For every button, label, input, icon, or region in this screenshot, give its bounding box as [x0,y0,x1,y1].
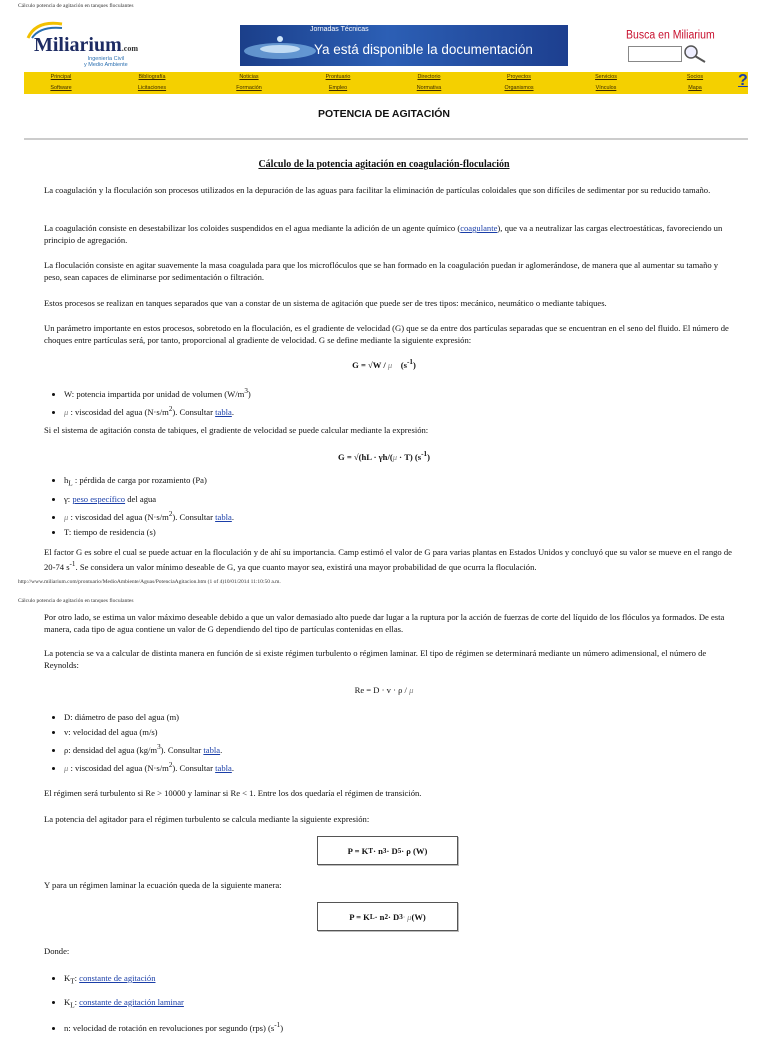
list-item [64,1015,283,1038]
nav-item-prontuario[interactable]: Prontuario [325,74,351,80]
f4-sup1: 3 [382,846,387,855]
search-magnifier-icon[interactable] [683,44,707,64]
list-hl-sub: L [68,479,73,488]
constante-agitacion-link[interactable]: constante de agitación [79,973,156,983]
banner-small-text: Jornadas Técnicas [310,26,369,33]
tabla-link[interactable]: tabla [215,511,232,522]
nav-item-bibliografia[interactable]: Bibliografía [138,74,166,80]
paragraph-valor-maximo: Por otro lado, se estima un valor máximo deseable debido a que un valor demasiado alto puede dar lugar a la ruptura por la acción de fuerzas de corte del líquido de los flóculos ya formados. De esta manera, cada tipo de agua contiene un valor de G dependiendo del tipo de partículas contenidas en ellas. [44,612,725,634]
list-t-text: T: tiempo de residencia (s) [64,526,156,537]
logo-com-text: .com [121,44,138,53]
formula2-c: ) [427,451,430,462]
list-item [64,710,234,725]
list-rho-sup: 3 [157,743,161,751]
tabla-link[interactable]: tabla [203,744,221,755]
nav-item-organismos[interactable]: Organismos [504,85,534,91]
list3-mu-sup: 2 [168,760,173,769]
nav-item-principal[interactable]: Principal [50,74,72,80]
list-item [64,402,251,420]
page2-title: Cálculo potencia de agitación en tanques floculantes [18,598,134,604]
list-item [64,725,234,740]
list-v-text: v: velocidad del agua (m/s) [64,727,158,737]
peso-especifico-link[interactable]: peso específico [72,493,126,504]
list-item [64,525,234,540]
p2-text-a: La coagulación consiste en desestabilizar los coloides suspendidos en el agua mediante la adición de un agente químico ( [44,223,461,233]
help-icon[interactable]: ? [738,72,748,89]
page-title: POTENCIA DE AGITACIÓN [317,108,451,120]
list-w-end: ) [247,388,251,399]
nav-item-licitaciones[interactable]: Licitaciones [137,85,167,91]
kt-b: : [74,973,80,983]
section-title: Cálculo de la potencia agitación en coagulación-floculación [258,159,510,170]
kt-sub: T [70,977,75,986]
f4-c: · D [386,845,398,856]
list-item [64,507,234,525]
nav-item-proyectos[interactable]: Proyectos [507,74,531,80]
search-input[interactable] [628,46,682,62]
f5-b: · n [374,911,385,922]
nav-item-formacion[interactable]: Formación [236,85,262,91]
f5-sub: L [369,912,375,921]
list-item [64,758,234,776]
list-mu-sup: 2 [168,404,173,413]
kt-a: K [64,973,71,983]
logo-sub2: y Medio Ambiente [84,62,128,68]
tabla-link[interactable]: tabla [215,406,232,417]
formula-g [0,358,768,370]
p2-text-b: ), que va a neutralizar las cargas electroestáticas, favoreciendo un principio de agregación. [44,223,723,245]
kl-b: : [74,996,80,1007]
list2-dot: . [231,511,234,522]
banner-big-text: Ya está disponible la documentación [314,42,533,57]
list-rho-a: ρ: densidad del agua (kg/m [64,744,158,755]
paragraph-donde: Donde: [44,946,70,956]
formula2-a: G = √(hL · γh/( [337,451,393,462]
list-rho-b: ). Consultar [160,744,204,755]
f5-mu: · μ [402,911,412,922]
p7-sup: -1 [69,560,76,568]
n-sup: -1 [274,1021,281,1030]
formula-g-sup: -1 [407,358,413,366]
constante-agitacion-laminar-link[interactable]: constante de agitación laminar [79,996,184,1007]
divider [24,138,748,140]
formula-g-tabiques [0,450,768,462]
f5-d: (W) [411,911,426,922]
nav-item-software[interactable]: Software [50,85,72,91]
nav-item-noticias[interactable]: Noticias [239,74,259,80]
paragraph-floculacion: La floculación consiste en agitar suavemente la masa coagulada para que los microflóculos que se han formado en la coagulación puedan ir aglomerándose, de manera que al aumentar su tamaño y peso, sean capaces de eliminarse por sedimentación o filtración. [44,260,719,282]
formula-g-mu: μ [387,359,393,370]
paragraph-factor-g [44,546,734,573]
nav-item-mapa[interactable]: Mapa [688,85,702,91]
n-b: ) [280,1023,284,1034]
tabla-link[interactable]: tabla [215,762,232,773]
formula-laminar-box [317,902,458,931]
formula-g-b: (s [400,359,407,370]
paragraph-coagulacion [44,222,734,246]
nav-item-directorio[interactable]: Directorio [417,74,441,80]
miliarium-logo[interactable] [28,22,138,70]
formula-g-c: ) [412,359,416,370]
list3-dot: . [220,744,223,755]
list-mu-end: ). Consultar [172,406,216,417]
f5-sup1: 2 [384,912,389,921]
formula2-b: · T) (s [397,451,422,462]
logo-sub1: Ingeniería Civil [87,56,125,62]
paragraph-gradiente: Un parámetro importante en estos procesos, sobretodo en la floculación, es el gradiente de velocidad (G) que se da entre dos partículas separadas que se encuentran en el seno del fluido. El número de choques entre partículas será, por tanto, proporcional al gradiente de velocidad. G se define mediante la siguiente expresión: [44,323,729,345]
f4-a: P = K [347,845,369,856]
nav-item-vinculos[interactable]: Vínculos [595,85,617,91]
f4-sub: T [368,846,374,855]
list2-mu-sup: 2 [168,509,173,518]
list-item [64,740,234,758]
formula3-a: Re = D · v · ρ / [354,685,410,695]
list3-mu-end: ). Consultar [172,762,216,773]
nav-item-empleo[interactable]: Empleo [328,85,348,91]
list2-mu-text: : viscosidad del agua (N·s/m [68,511,169,522]
list-constantes [44,968,283,1038]
p7-a: El factor G es sobre el cual se puede actuar en la floculación y de ahí su importancia. Camp estimó el valor de G para varias plantas en Estados Unidos y concluyó que su valor se mueve en el rango de 20-74 s [44,547,732,572]
jornadas-banner[interactable] [240,25,568,66]
search-label: Busca en Miliarium [626,28,715,42]
paragraph-intro: La coagulación y la floculación son procesos utilizados en la depuración de las aguas para facilitar la eliminación de partículas coloidales que son difíciles de sedimentar por su reducido tamaño. [44,185,711,195]
list-item [64,968,283,992]
f5-a: P = K [349,911,370,922]
p7-b: . Se considera un valor mínimo deseable de G, ya que cuanto mayor sea, existirá una mayor probabilidad de que ocurra la floculación. [75,561,537,572]
paragraph-procesos: Estos procesos se realizan en tanques separados que van a constar de un sistema de agitación que puede ser de tres tipos: mecánico, neumático o mediante tabiques. [44,298,607,308]
list-gamma-b: del agua [125,493,157,504]
list-variables-g [44,384,251,420]
list-variables-tabiques [44,473,234,540]
formula-reynolds [0,685,768,695]
paragraph-laminar: Y para un régimen laminar la ecuación queda de la siguiente manera: [44,880,282,890]
paragraph-regimen: El régimen será turbulento si Re > 10000 y laminar si Re < 1. Entre los dos quedaría el régimen de transición. [44,788,422,798]
list-mu-symbol: μ [64,406,69,417]
list-w-text: W: potencia impartida por unidad de volumen (W/m [64,388,245,399]
list-mu-text: : viscosidad del agua (N·s/m [68,406,169,417]
list-d-text: D: diámetro de paso del agua (m) [64,712,180,722]
kl-a: K [64,996,71,1007]
formula2-sup: -1 [421,450,428,458]
page-footer-url: http://www.miliarium.com/prontuario/MedioAmbiente/Aguas/PotenciaAgitacion.htm (1 of 4)10/01/2014 11:10:50 a.m. [18,579,281,585]
list-item [64,473,234,492]
list3-dot2: . [231,762,234,773]
coagulante-link[interactable]: coagulante [460,223,498,233]
f5-sup2: 3 [399,912,403,921]
list-item [64,384,251,402]
f4-d: · ρ (W) [401,845,428,856]
paragraph-turbulento: La potencia del agitador para el régimen turbulento se calcula mediante la siguiente expresión: [44,814,370,824]
logo-main-text: Miliarium [34,34,122,56]
list-gamma-a: γ: [64,493,73,504]
main-nav-bar [24,72,748,94]
f5-c: · D [388,911,400,922]
nav-item-socios[interactable]: Socios [686,74,704,80]
n-a: n: velocidad de rotación en revoluciones por segundo (rps) (s [64,1023,275,1034]
kl-sub: L [70,1001,75,1010]
formula-g-a: G = √W / [352,359,388,370]
f4-sup2: 5 [397,846,402,855]
list3-mu-text: : viscosidad del agua (N·s/m [68,762,169,773]
paragraph-tabiques: Si el sistema de agitación consta de tabiques, el gradiente de velocidad se puede calcular mediante la expresión: [44,425,429,435]
list-hl-a: h [64,475,69,485]
paragraph-reynolds: La potencia se va a calcular de distinta manera en función de si existe régimen turbulento o régimen laminar. El tipo de régimen se determinará mediante un número adimensional, el número de Reynolds: [44,648,707,670]
list-variables-reynolds [44,710,234,776]
list3-mu-symbol: μ [64,762,69,773]
print-page-title: Cálculo potencia de agitación en tanques floculantes [18,3,134,9]
list2-mu-end: ). Consultar [172,511,216,522]
formula2-mu: μ [392,451,398,462]
nav-item-normativa[interactable]: Normativa [416,85,442,91]
list-w-sup: 3 [244,387,248,395]
list2-mu-symbol: μ [64,511,69,522]
list-item [64,492,234,507]
list-item [64,992,283,1016]
f4-b: · n [373,845,383,856]
list-dot: . [231,406,234,417]
formula-turbulento-box [317,836,458,865]
list-hl-b: : pérdida de carga por rozamiento (Pa) [72,475,207,485]
formula3-mu: μ [409,685,414,695]
nav-item-servicios[interactable]: Servicios [595,74,617,80]
